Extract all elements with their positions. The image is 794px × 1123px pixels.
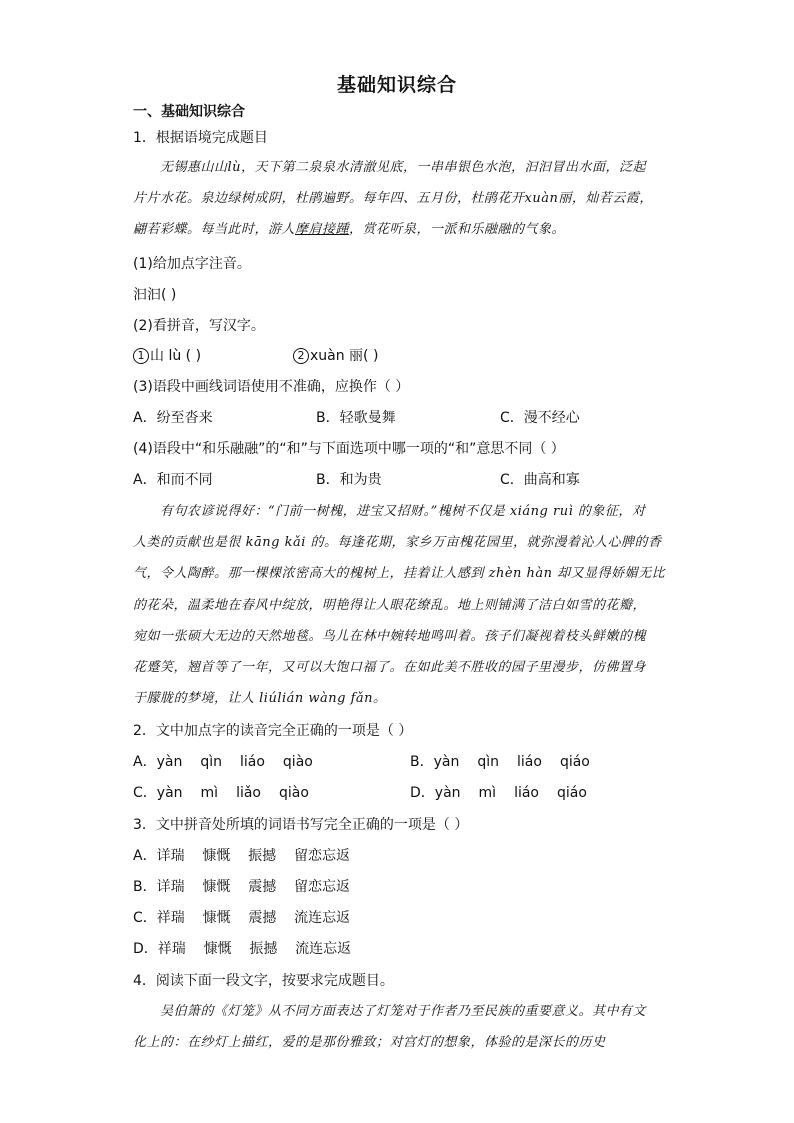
passage2-line-7: 于朦胧的梦境，让人 liúlián wàng fǎn。 bbox=[133, 691, 387, 706]
q1-sub3: (3)语段中画线词语使用不准确，应换作（ ） bbox=[133, 379, 410, 395]
section-heading: 一、基础知识综合 bbox=[133, 104, 245, 120]
pinyin: yàn bbox=[156, 754, 183, 770]
q3-option-a: A．详瑞 慷慨 振撼 留恋忘返 bbox=[133, 848, 350, 864]
q1-sub3-option-c: C．漫不经心 bbox=[500, 410, 580, 426]
q2-option-a bbox=[133, 752, 313, 772]
passage2-line-4: 的花朵，温柔地在春风中绽放，明艳得让人眼花缭乱。地上则铺满了洁白如雪的花瓣， bbox=[133, 598, 647, 613]
pinyin: qiáo bbox=[557, 785, 587, 801]
passage2-line-2: 人类的贡献也是很 kāng kǎi 的。每逢花期，家乡万亩槐花园里，就弥漫着沁人心脾的香 bbox=[133, 535, 662, 550]
q1-stem: 1．根据语境完成题目 bbox=[133, 130, 268, 146]
pinyin: mì bbox=[200, 785, 219, 801]
circled-number: 2 bbox=[293, 348, 309, 364]
q1-sub2-item-2 bbox=[293, 346, 378, 366]
q1-passage-text: ，赏花听泉，一派和乐融融的气象。 bbox=[349, 222, 566, 237]
q1-sub4-option-a: A．和而不同 bbox=[133, 472, 213, 488]
q1-passage-line-3 bbox=[133, 220, 663, 240]
q4-passage-line-2: 化上的：在纱灯上描红，爱的是那份雅致；对宫灯的想象，体验的是深长的历史 bbox=[133, 1035, 606, 1050]
q1-sub3-option-b: B．轻歌曼舞 bbox=[316, 410, 396, 426]
q1-passage-line-1: 无锡惠山山lù，天下第二泉泉水清澈见底，一串串银色水泡，汩汩冒出水面，泛起 bbox=[160, 160, 647, 175]
pinyin: liáo bbox=[517, 754, 542, 770]
sub2-item-text: 山 lù ( ) bbox=[150, 348, 202, 364]
q3-option-c: C．祥瑞 慷慨 震撼 流连忘返 bbox=[133, 910, 351, 926]
q1-passage-text: 翩若彩蝶。每当此时，游人 bbox=[133, 222, 296, 237]
q1-sub4-option-c: C．曲高和寡 bbox=[500, 472, 580, 488]
pinyin: qiáo bbox=[559, 754, 590, 770]
pinyin: qìn bbox=[200, 754, 222, 770]
q1-sub1: (1)给加点字注音。 bbox=[133, 256, 251, 272]
pinyin: qiào bbox=[282, 754, 313, 770]
option-label: C． bbox=[133, 785, 157, 801]
underlined-phrase: 摩肩接踵 bbox=[295, 222, 350, 237]
pinyin: qìn bbox=[477, 754, 500, 770]
option-label: A． bbox=[133, 754, 157, 770]
option-label: D． bbox=[410, 785, 435, 801]
pinyin: liáo bbox=[239, 754, 265, 770]
circled-number: 1 bbox=[133, 348, 149, 364]
pinyin: yàn bbox=[433, 754, 460, 770]
q1-sub2: (2)看拼音，写汉字。 bbox=[133, 318, 265, 334]
q2-option-b bbox=[410, 752, 590, 772]
q1-sub4-option-b: B．和为贵 bbox=[316, 472, 382, 488]
q1-passage-line-2: 片片水花。泉边绿树成阴，杜鹃遍野。每年四、五月份，杜鹃花开xuàn丽，灿若云霞， bbox=[133, 191, 653, 206]
q1-sub3-option-a: A．纷至沓来 bbox=[133, 410, 213, 426]
sub2-item-text: xuàn 丽( ) bbox=[310, 348, 379, 364]
pinyin: yàn bbox=[434, 785, 461, 801]
pinyin: liǎo bbox=[236, 785, 261, 801]
q3-option-b: B．详瑞 慷慨 震撼 留恋忘返 bbox=[133, 879, 351, 895]
q3-option-d: D．祥瑞 慷慨 振撼 流连忘返 bbox=[133, 941, 352, 957]
pinyin: yàn bbox=[156, 785, 183, 801]
page-title: 基础知识综合 bbox=[336, 74, 457, 96]
passage2-line-1: 有句农谚说得好：“门前一树槐，进宝又招财。”槐树不仅是 xiáng ruì 的象征，对 bbox=[160, 504, 646, 519]
q2-stem: 2．文中加点字的读音完全正确的一项是（ ） bbox=[133, 723, 413, 739]
q4-stem: 4．阅读下面一段文字，按要求完成题目。 bbox=[133, 973, 394, 989]
pinyin: liáo bbox=[514, 785, 539, 801]
passage2-line-3: 气，令人陶醉。那一棵棵浓密高大的槐树上，挂着让人感到 zhèn hàn 却又显得娇媚无比 bbox=[133, 566, 666, 581]
q1-sub2-item-1 bbox=[133, 346, 201, 366]
passage2-line-5: 宛如一张硕大无边的天然地毯。鸟儿在林中婉转地鸣叫着。孩子们凝视着枝头鲜嫩的槐 bbox=[133, 629, 647, 644]
passage2-line-6: 花蹙笑，翘首等了一年，又可以大饱口福了。在如此美不胜收的园子里漫步，仿佛置身 bbox=[133, 660, 647, 675]
pinyin: mì bbox=[478, 785, 497, 801]
q4-passage-line-1: 吴伯箫的《灯笼》从不同方面表达了灯笼对于作者乃至民族的重要意义。其中有文 bbox=[160, 1004, 647, 1019]
q1-sub4: (4)语段中“和乐融融”的“和”与下面选项中哪一项的“和”意思不同（ ） bbox=[133, 441, 565, 457]
option-label: B． bbox=[410, 754, 434, 770]
q1-sub1-item: 汩汩( ) bbox=[133, 287, 177, 303]
q3-stem: 3．文中拼音处所填的词语书写完全正确的一项是（ ） bbox=[133, 817, 469, 833]
q2-option-c bbox=[133, 783, 309, 803]
q2-option-d bbox=[410, 783, 587, 803]
pinyin: qiào bbox=[279, 785, 309, 801]
